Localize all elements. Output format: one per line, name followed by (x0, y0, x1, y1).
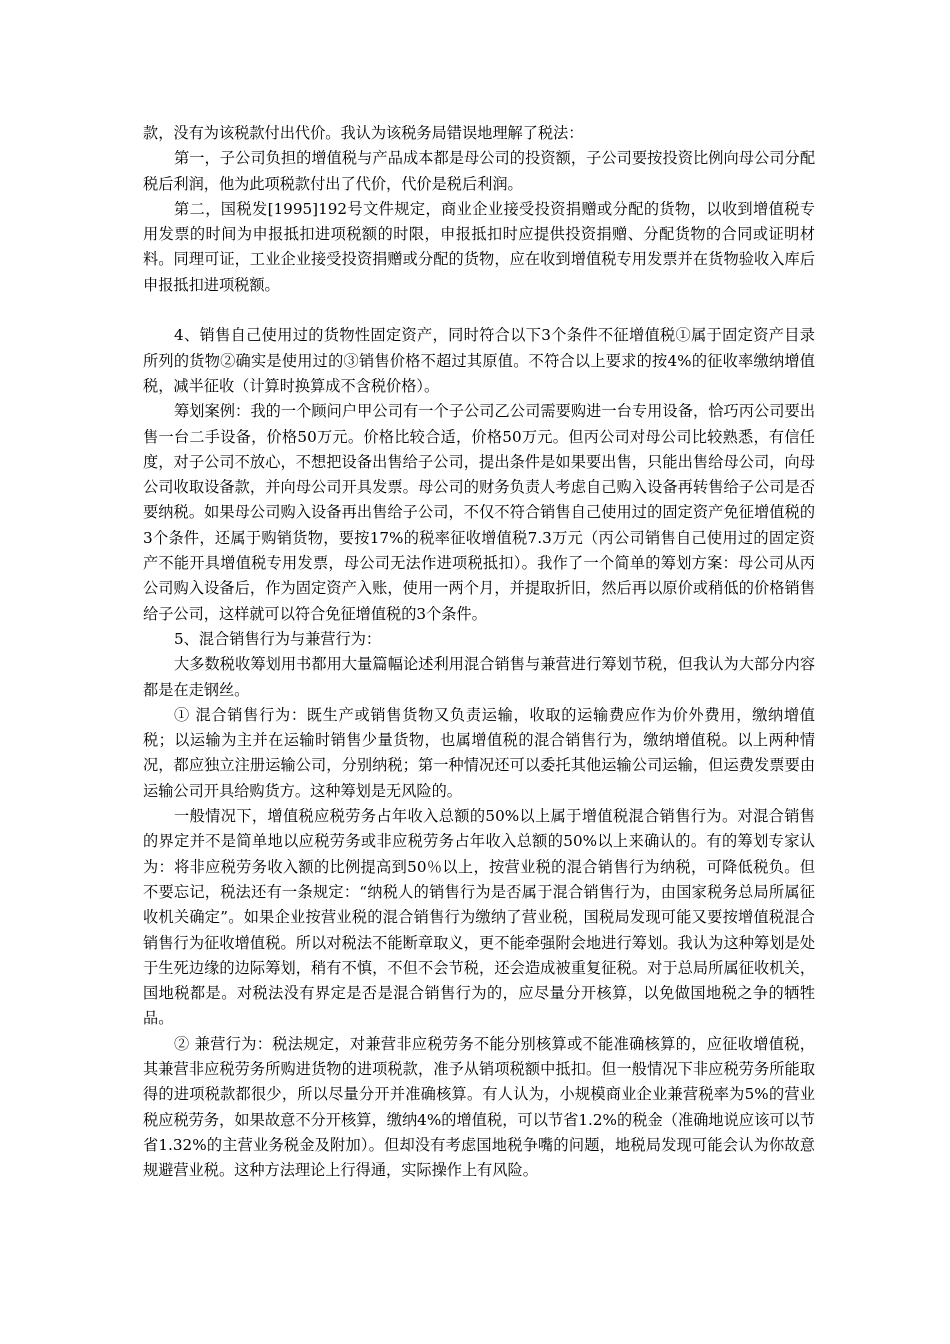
blank-line (143, 298, 815, 323)
paragraph-concurrent-business: ② 兼营行为：税法规定，对兼营非应税劳务不能分别核算或不能准确核算的，应征收增值税，其兼营非应税劳务所购进货物的进项税款，准予从销项税额中抵扣。但一般情况下非应税劳务所能取得的进项税款都很少，所以尽量分开并准确核算。有人认为，小规模商业企业兼营税率为5%的营业税应税劳务，如果故意不分开核算，缴纳4%的增值税，可以节省1.2%的税金（准确地说应该可以节省1.32%的主营业务税金及附加）。但却没有考虑国地税争嘴的问题，地税局发现可能会认为你故意规避营业税。这种方法理论上行得通，实际操作上有风险。 (143, 1034, 815, 1180)
paragraph-section-5-intro: 大多数税收筹划用书都用大量篇幅论述利用混合销售与兼营进行筹划节税，但我认为大部分内容都是在走钢丝。 (143, 655, 815, 699)
paragraph-case-study: 筹划案例：我的一个顾问户甲公司有一个子公司乙公司需要购进一台专用设备，恰巧丙公司要出售一台二手设备，价格50万元。价格比较合适，价格50万元。但丙公司对母公司比较熟悉，有信任度，对子公司不放心，不想把设备出售给子公司，提出条件是如果要出售，只能出售给母公司，向母公司收取设备款，并向母公司开具发票。母公司的财务负责人考虑自己购入设备再转售给子公司是否要纳税。如果母公司购入设备再出售给子公司，不仅不符合销售自己使用过的固定资产免征增值税的3个条件，还属于购销货物，要按17%的税率征收增值税7.3万元（丙公司销售自己使用过的固定资产不能开具增值税专用发票，母公司无法作进项税抵扣）。我作了一个简单的筹划方案：母公司从丙公司购入设备后，作为固定资产入账，使用一两个月，并提取折旧，然后再以原价或稍低的价格销售给子公司，这样就可以符合免征增值税的3个条件。 (143, 402, 815, 623)
document-body (143, 121, 815, 1183)
paragraph-point-one: 第一，子公司负担的增值税与产品成本都是母公司的投资额，子公司要按投资比例向母公司分配税后利润，他为此项税款付出了代价，代价是税后利润。 (143, 149, 815, 193)
paragraph-general-case: 一般情况下，增值税应税劳务占年收入总额的50%以上属于增值税混合销售行为。对混合销售的界定并不是简单地以应税劳务或非应税劳务占年收入总额的50%以上来确认的。有的筹划专家认为：将非应税劳务收入额的比例提高到50％以上，按营业税的混合销售行为纳税，可降低税负。但不要忘记，税法还有一条规定：“纳税人的销售行为是否属于混合销售行为，由国家税务总局所属征收机关确定”。如果企业按营业税的混合销售行为缴纳了营业税，国税局发现可能又要按增值税混合销售行为征收增值税。所以对税法不能断章取义，更不能牵强附会地进行筹划。我认为这种筹划是处于生死边缘的边际筹划，稍有不慎，不但不会节税，还会造成被重复征税。对于总局所属征收机关，国地税都是。对税法没有界定是否是混合销售行为的，应尽量分开核算，以免做国地税之争的牺牲品。 (143, 807, 815, 1028)
paragraph-section-4: 4、销售自己使用过的货物性固定资产，同时符合以下3个条件不征增值税①属于固定资产目录所列的货物②确实是使用过的③销售价格不超过其原值。不符合以上要求的按4%的征收率缴纳增值税，减半征收（计算时换算成不含税价格）。 (143, 326, 815, 395)
paragraph-point-two: 第二，国税发[1995]192号文件规定，商业企业接受投资捐赠或分配的货物，以收到增值税专用发票的时间为申报抵扣进项税额的时限，申报抵扣时应提供投资捐赠、分配货物的合同或证明材料。同理可证，工业企业接受投资捐赠或分配的货物，应在收到增值税专用发票并在货物验收入库后申报抵扣进项税额。 (143, 199, 815, 294)
paragraph-mixed-sales: ① 混合销售行为：既生产或销售货物又负责运输，收取的运输费应作为价外费用，缴纳增值税；以运输为主并在运输时销售少量货物，也属增值税的混合销售行为，缴纳增值税。以上两种情况，都应独立注册运输公司，分别纳税；第一种情况还可以委托其他运输公司运输，但运费发票要由运输公司开具给购货方。这种筹划是无风险的。 (143, 705, 815, 800)
paragraph-continuation: 款，没有为该税款付出代价。我认为该税务局错误地理解了税法： (143, 124, 584, 142)
paragraph-section-5-heading: 5、混合销售行为与兼营行为： (174, 629, 382, 648)
